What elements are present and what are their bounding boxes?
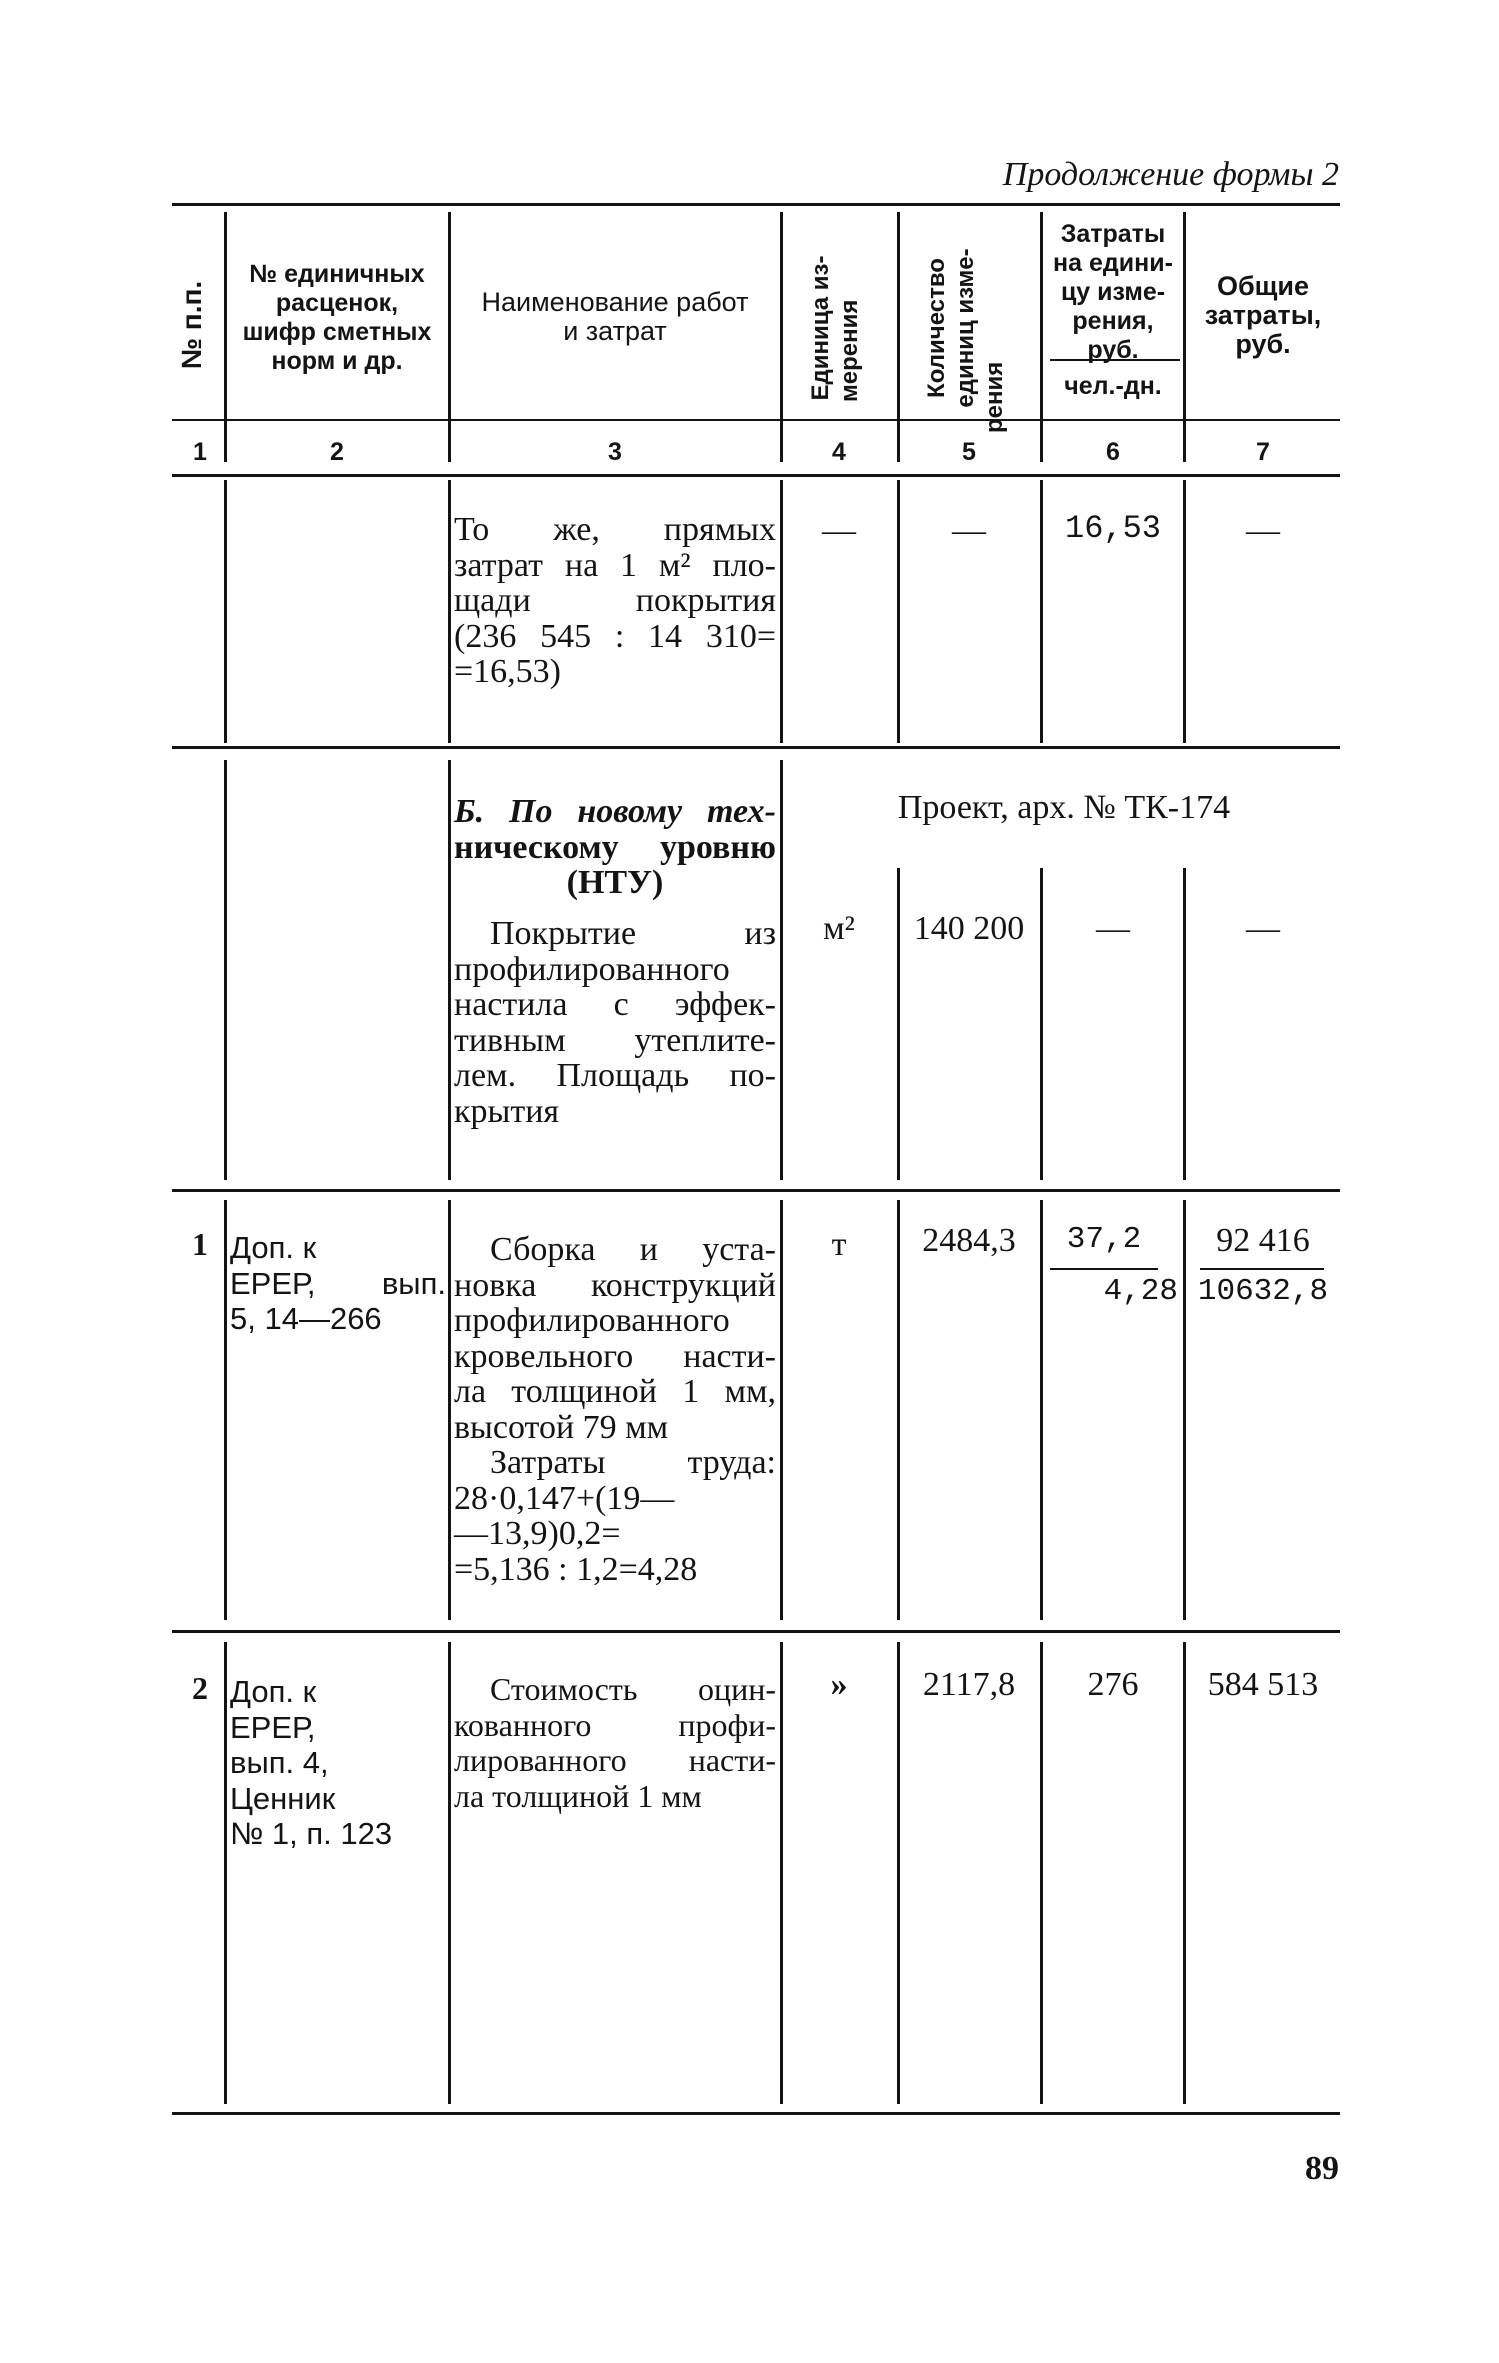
header-col6 [1044,220,1182,365]
row-1-code-line: 5, 14—266 [230,1301,382,1336]
vrule [448,760,451,1180]
header-col1: № п.п. [176,280,207,370]
row-1-bottom-rule [172,1630,1340,1633]
header-col2 [228,260,446,376]
colnum-2: 2 [330,438,344,466]
row-2-name-line: кованного профи- [454,1706,776,1743]
row-b-heading [454,794,776,901]
header-col4 [806,228,866,428]
header-col2-line: № единичных [249,260,425,288]
row-2-name [454,1672,776,1814]
row-1-name-line: ла толщиной 1 мм, [454,1373,776,1410]
vrule [448,1642,451,2104]
row-2-unit: » [830,1666,848,1703]
row-a-unit: — [822,512,856,549]
row-b-name-line: настила с эффек- [454,986,776,1023]
colnum-7: 7 [1256,438,1270,466]
row-b-total: — [1246,910,1280,947]
row-a-name-line: затрат на 1 м² пло- [454,546,776,584]
row-1-name-line: Сборка и уста- [490,1231,776,1268]
vrule [1183,212,1186,462]
colnum-4: 4 [832,438,846,466]
colnum-bottom-rule [172,474,1340,477]
row-a-name-line: щади покрытия [454,582,776,619]
row-2-code-line: Ценник [230,1780,336,1816]
vrule [224,480,227,743]
header-col7-line: руб. [1235,329,1291,359]
row-a-bottom-rule [172,746,1340,749]
row-2-total: 584 513 [1207,1666,1319,1703]
vrule [897,1642,900,2104]
header-col3 [452,288,778,346]
vrule [448,212,451,462]
vrule [897,1200,900,1620]
vrule [780,760,783,1180]
vrule [1040,868,1043,1180]
row-2-code-line: ЕРЕР, [230,1709,316,1745]
row-2-unit-cost: 276 [1087,1666,1139,1703]
row-a-name-line: То же, прямых [454,511,776,548]
row-1-total-rub: 92 416 [1216,1222,1310,1259]
row-2-code-line: Доп. к [230,1674,317,1709]
header-col6-labor: чел.-дн. [1064,372,1162,400]
header-col4-line: Единица из- [807,255,834,401]
row-1-unit-cost-rub: 37,2 [1066,1222,1142,1257]
header-col2-line: шифр сметных [242,318,432,346]
header-col6-line: руб. [1087,336,1139,364]
header-col6-line: рения, [1072,307,1154,335]
row-1-number: 1 [192,1226,208,1262]
row-1-code [230,1230,446,1337]
table-bottom-rule [172,2112,1340,2115]
row-a-quantity: — [952,512,986,549]
vrule [780,1200,783,1620]
row-2-number: 2 [192,1670,208,1706]
header-col5 [922,213,1012,443]
row-b-name-line: тивным утеплите- [454,1021,776,1059]
row-2-name-line: лированного насти- [454,1742,776,1778]
vrule [448,480,451,743]
row-b-name-line: лем. Площадь по- [454,1057,776,1094]
header-col4-line: мерения [836,299,863,402]
vrule [1183,868,1186,1180]
header-col2-line: расценок, [275,289,399,317]
header-col5-line: рения [981,361,1008,433]
row-a-name-line: (236 545 : 14 310= [454,617,776,655]
colnum-1: 1 [193,438,207,466]
row-1-unit-cost-labor: 4,28 [1103,1274,1178,1309]
vrule [1183,480,1186,743]
row-a-unit-cost: 16,53 [1064,510,1161,547]
vrule [448,1200,451,1620]
row-a-name [454,512,776,690]
header-col3-line: и затрат [563,316,667,346]
page-number: 89 [1305,2150,1339,2187]
row-b-unit: м² [823,910,855,947]
header-col5-line: Количество [923,258,950,398]
vrule [1040,1642,1043,2104]
header-col5-line: единиц изме- [952,248,979,408]
vrule [780,212,783,462]
vrule [1040,1200,1043,1620]
row-2-quantity: 2117,8 [922,1666,1016,1703]
header-col6-line: цу изме- [1060,278,1166,306]
row-1-name-line: высотой 79 мм [454,1408,669,1446]
header-col6-line: на едини- [1053,249,1173,277]
vrule [1183,1200,1186,1620]
vrule [1040,480,1043,743]
vrule [897,212,900,462]
row-a-name-line: =16,53) [454,653,561,690]
row-1-code-line: Доп. к [230,1230,317,1265]
header-col7-line: Общие [1216,271,1310,301]
row-b-quantity: 140 200 [913,910,1025,947]
colnum-6: 6 [1106,438,1120,466]
vrule [224,212,227,462]
row-b-name-line: крытия [454,1092,560,1130]
row-1-labor-line: 28·0,147+(19— [454,1479,675,1517]
vrule [780,1642,783,2104]
row-2-code-line: № 1, п. 123 [230,1816,393,1851]
row-1-total-labor: 10632,8 [1197,1274,1329,1309]
row-1-unit: т [831,1226,847,1263]
vrule [1183,1642,1186,2104]
colnum-3: 3 [608,438,622,466]
row-1-name [454,1232,776,1587]
continuation-title: Продолжение формы 2 [1002,156,1339,193]
row-1-name-line: профилированного [454,1302,730,1339]
row-a-total: — [1246,512,1280,549]
row-b-bottom-rule [172,1189,1340,1192]
vrule [1040,212,1043,462]
row-1-labor-line: —13,9)0,2= [454,1515,621,1552]
row-1-quantity: 2484,3 [922,1222,1016,1259]
vrule [224,1200,227,1620]
vrule [780,480,783,743]
row1-col6-divider [1050,1268,1158,1270]
header-bottom-rule [172,419,1340,421]
row-b-heading-line: (НТУ) [566,864,664,901]
row-b-name [454,916,776,1129]
row-1-name-line: кровельного насти- [454,1337,776,1375]
row-b-heading-line: ническому уровню [454,828,776,866]
table-top-rule [172,203,1340,206]
row-b-name-line: профилированного [454,950,730,988]
row-1-name-line: новка конструкций [454,1266,776,1304]
header-col6-line: Затраты [1060,220,1166,248]
vrule [224,1642,227,2104]
row-1-labor-line: =5,136 : 1,2=4,28 [454,1550,698,1588]
vrule [224,760,227,1180]
row-2-code-line: вып. 4, [230,1745,329,1780]
row-2-code [230,1674,446,1852]
header-col7-line: затраты, [1204,300,1322,330]
header-col7 [1188,272,1338,359]
row-b-unit-cost: — [1096,910,1130,947]
row-2-name-line: ла толщиной 1 мм [454,1777,702,1814]
row-1-labor-line: Затраты труда: [490,1444,776,1481]
header-col2-line: норм и др. [271,347,403,375]
row-1-code-line: ЕРЕР, вып. [230,1265,446,1301]
header-col3-line: Наименование работ [481,287,749,317]
row1-col7-divider [1200,1268,1324,1270]
row-2-name-line: Стоимость оцин- [490,1671,776,1707]
row-b-heading-line: Б. По новому тех- [454,793,776,830]
row-b-project: Проект, арх. № ТК-174 [897,789,1231,826]
colnum-5: 5 [962,438,976,466]
row-b-name-line: Покрытие из [490,915,776,952]
